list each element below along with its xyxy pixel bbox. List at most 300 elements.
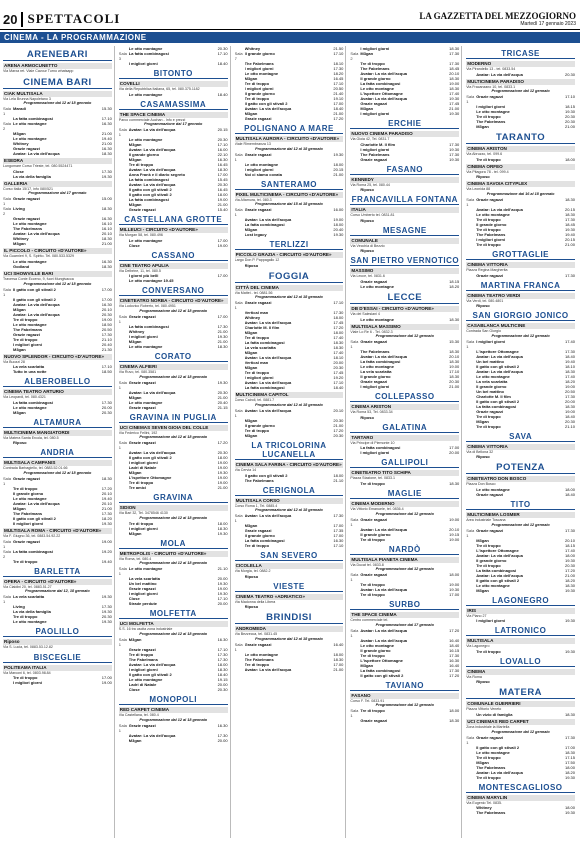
showtime: 18.30 xyxy=(449,86,460,91)
showtime-row xyxy=(119,207,228,212)
showtime: 17.30 xyxy=(564,527,575,533)
showtime: 19.30 xyxy=(564,648,575,654)
city-heading: COLLEPASSO xyxy=(350,392,459,402)
showtime: 21.00 xyxy=(564,241,575,247)
screen-label xyxy=(466,424,476,429)
showtime: 17.30 xyxy=(217,651,228,657)
showtime-row xyxy=(235,116,344,121)
film-title: Tre di troppo xyxy=(244,370,270,376)
film-title: Avatar: La via dell'acqua xyxy=(360,637,407,643)
screen-label xyxy=(350,111,360,116)
showtime-row xyxy=(350,157,459,162)
page-header xyxy=(0,0,580,30)
screen-label: Sala 3 xyxy=(118,51,127,61)
screen-label: Sala 2 xyxy=(3,121,12,132)
cinema-address: Via Fracanzano 10, tel. 0833.1 xyxy=(466,84,516,89)
cinema-address: Corso Umberto tel. 0831.81 xyxy=(350,213,395,218)
screen-label: Sala 1 xyxy=(118,566,127,577)
cinema-name: CINEMA VITTORIA xyxy=(466,262,575,268)
film-title: Ladri di Natale xyxy=(128,681,157,687)
film-title: Grazie ragazzi xyxy=(128,646,156,652)
programming-note: Programmazione dal 12 al 18 gennaio xyxy=(255,402,323,407)
showtime: 17.00 xyxy=(333,661,344,667)
showtime-row xyxy=(466,618,575,623)
showtime: 17.30 xyxy=(449,151,460,157)
showtime: 20.40 xyxy=(333,227,344,233)
film-title: La fatta combinagosi xyxy=(360,81,401,86)
showtime: 20.30 xyxy=(101,311,112,317)
cinema-name: CICOLELLA xyxy=(235,563,344,569)
film-title: Tre di troppo xyxy=(244,96,270,101)
screen-label: Sala 1 xyxy=(466,196,475,207)
film-title: Tre di troppo xyxy=(128,520,154,526)
screen-label xyxy=(119,738,129,743)
film-title: Il grande giorno xyxy=(360,374,391,380)
programming-note: Programmazione dal 12 al 18 gennaio xyxy=(139,631,208,636)
programming-note: Programmazione dal 12 al 18 gennaio xyxy=(139,374,208,379)
film-title: I migliori giorni xyxy=(244,86,274,91)
showtime: 18.30 xyxy=(564,368,575,374)
film-title: Tre di troppo xyxy=(476,648,501,654)
film-title: I migliori giorni xyxy=(360,146,390,152)
cinema-address: Via Vecchia di Bezzio xyxy=(350,243,385,248)
film-title: I migliori giorni xyxy=(128,61,158,66)
showtime: 20.40 xyxy=(217,399,228,405)
film-title: I migliori giorni xyxy=(476,338,506,344)
showtime: 17.30 xyxy=(333,513,344,519)
screen-label: Sala 1 xyxy=(234,407,243,418)
showtime: 17.00 xyxy=(101,286,112,292)
masthead-date: Martedì 17 gennaio 2023 xyxy=(520,21,576,27)
showtime: 15.45 xyxy=(217,177,228,183)
cinema-address: Via Guarnieri 9, S. Spirito. Tel. 080.533.5329 xyxy=(3,254,74,259)
page-number: 20 xyxy=(3,12,18,27)
film-title: I migliori giorni xyxy=(476,236,506,242)
showtime: 17.00 xyxy=(217,172,228,178)
showtime: 17.40 xyxy=(333,335,344,341)
screen-label xyxy=(119,243,129,248)
film-title: Grazie ragazzi xyxy=(128,207,156,213)
showtime: 17.30 xyxy=(564,393,575,399)
film-title: Grazie ragazzi xyxy=(476,196,504,202)
film-title: Avatar: La via dell'acqua xyxy=(128,661,176,667)
film-title: The Fabelmans xyxy=(13,510,43,516)
film-title: Grazie ragazzi xyxy=(360,379,388,385)
film-title: Il gatto con gli stivali 2 xyxy=(128,192,172,198)
showtime: 17.40 xyxy=(564,338,575,344)
film-title: Avatar: La via dell'acqua xyxy=(360,96,407,101)
showtime-row xyxy=(3,539,112,549)
screen-label: Sala 1 xyxy=(3,538,12,549)
showtime: 19.10 xyxy=(333,96,344,101)
film-title: M3gan xyxy=(244,227,258,233)
showtime: 20.00 xyxy=(217,737,228,743)
showtime: 17.30 xyxy=(101,399,112,405)
showtime: 21.40 xyxy=(333,91,344,96)
screen-label: Sala 1 xyxy=(350,572,359,583)
showtime: 20.30 xyxy=(564,562,575,568)
city-heading: POLIGNANO A MARE xyxy=(235,124,344,134)
city-heading: ALTAMURA xyxy=(3,418,112,428)
showtime: 18.30 xyxy=(564,211,575,217)
screen-label xyxy=(350,718,360,723)
film-title: Close xyxy=(128,596,140,602)
showtime: 20.15 xyxy=(333,166,344,172)
film-title: I migliori giorni xyxy=(128,591,158,597)
screen-label xyxy=(466,72,476,77)
programming-note: Programmazione dal 12 gennaio xyxy=(491,89,550,94)
film-title: Tre di troppo xyxy=(360,652,385,658)
film-title: Living xyxy=(13,206,25,212)
cinema-address: Via Gioia 42, Tel. 0831.7 xyxy=(350,137,390,141)
showtime-row xyxy=(3,521,112,526)
film-title: Grazie ragazzi xyxy=(128,379,156,385)
film-title: Un bel mattino xyxy=(476,388,504,394)
film-title: Tre di troppo xyxy=(476,774,501,780)
showtime: 17.30 xyxy=(101,168,112,174)
film-title: Charlotte M. Il film xyxy=(244,325,280,331)
showtime: 17.30 xyxy=(449,61,460,66)
cinema-address: Via Madonna della Libera xyxy=(234,599,276,604)
film-title: The Fabelmans xyxy=(13,326,43,332)
film-title: Riposo xyxy=(360,248,374,254)
cinema-address: Piazza Vittorio Veneto xyxy=(466,707,502,712)
cinema-address: Via Bari 32, Tel. 3478546 4130 xyxy=(118,511,168,516)
film-title: Avatar: La via dell'acqua xyxy=(244,106,292,111)
showtime: 19.00 xyxy=(449,536,460,542)
showtime: 17.20 xyxy=(101,485,112,491)
showtime-row xyxy=(119,485,228,490)
showtime: 18.30 xyxy=(101,151,112,157)
film-title: Le otto montagne xyxy=(128,237,163,243)
showtime: 18.00 xyxy=(564,764,575,770)
showtime-row xyxy=(235,263,344,268)
film-title: Grazie ragazzi xyxy=(128,440,156,446)
cinema-address: Via Castellana, tel. 080.4 xyxy=(118,712,159,717)
cinema-address: Corso Italia 15/17, info 080/521 xyxy=(3,186,53,191)
city-heading: POTENZA xyxy=(466,462,575,474)
showtime: 17.20 xyxy=(449,627,460,633)
screen-label xyxy=(350,481,360,486)
showtime: 18.20 xyxy=(449,283,460,289)
showtime-row xyxy=(466,273,575,278)
showtime: 15.30 xyxy=(449,339,460,345)
city-heading: TAVIANO xyxy=(350,681,459,691)
film-title: Noi ci siamo covata xyxy=(244,171,282,177)
showtime: 17.10 xyxy=(333,380,344,386)
showtime: 19.30 xyxy=(217,581,228,587)
screen-label xyxy=(119,687,129,692)
cinema-address: Via Roma 25, tel. 080.44 xyxy=(350,182,390,187)
film-title: Tre di troppo xyxy=(244,335,270,341)
showtime: 18.30 xyxy=(217,167,228,173)
showtime: 18.40 xyxy=(564,413,575,419)
programming-note: Programmazione dal 16 al 18 gennaio xyxy=(486,191,555,196)
film-title: Avatar: La via dell'acqua xyxy=(476,368,523,374)
film-title: Tre di troppo xyxy=(13,316,38,322)
film-title: Grazie ragazzi xyxy=(244,116,272,121)
showtime: 18.40 xyxy=(449,642,460,648)
city-heading: CASSANO xyxy=(119,251,228,261)
showtime: 18.20 xyxy=(564,769,575,775)
film-title: Godland xyxy=(13,263,30,269)
showtime: 20.30 xyxy=(564,119,575,125)
showtime-row xyxy=(466,124,575,129)
screen-label xyxy=(466,679,476,684)
film-title: Living xyxy=(13,604,25,610)
showtime: 20.30 xyxy=(217,450,228,456)
showtime: 17.30 xyxy=(564,734,575,740)
showtime-row xyxy=(119,723,228,733)
city-heading: MATERA xyxy=(466,687,575,699)
film-title: Il grande giorno xyxy=(244,91,275,96)
programming-note: Programmazione dal 12 gennaio xyxy=(375,567,434,572)
film-title: Il gatto con gli stivali 2 xyxy=(128,455,172,461)
city-heading: ARENEBARI xyxy=(3,49,112,61)
showtime: 18.00 xyxy=(564,156,575,162)
film-title: Tre di troppo xyxy=(13,558,38,564)
film-title: La fatta combinagosi xyxy=(128,51,169,56)
film-title: Il gatto con gli stivali 2 xyxy=(13,286,56,292)
cinema-name: KENNEDY xyxy=(350,177,459,183)
programming-note: Programmazione dal 12 al 18 gennaio xyxy=(139,308,208,313)
film-title: La via della famiglia xyxy=(13,609,51,615)
cinema-address: Via Roma 53, Tel. 0833.34 xyxy=(350,410,393,415)
showtime: 18.30 xyxy=(217,525,228,531)
cinema-address: Via Verdi, tel. 080.4801 xyxy=(466,298,504,303)
cinema-address: Corso Cairoli, tel. 0881.7 xyxy=(234,398,275,403)
cinema-address: Via di Bellona 32 xyxy=(466,449,494,454)
film-title: Le otto montagne xyxy=(244,161,279,167)
showtime-row xyxy=(466,454,575,459)
film-title: La fatta combinagosi xyxy=(244,340,285,346)
cinema-name: CINEMA ARISTON xyxy=(466,146,575,152)
city-heading: CINEMA BARI xyxy=(3,77,112,89)
showtime: 17.30 xyxy=(449,51,460,56)
cinema-address: Zona industriale la Martella xyxy=(466,724,510,729)
film-title: Il gatto con gli stivali 2 xyxy=(13,515,56,521)
screen-label: Sala 1 xyxy=(3,196,12,207)
cinema-address: Corso Roma 1, Tel. 0885.4 xyxy=(234,503,278,508)
showtime: 18.40 xyxy=(333,385,344,391)
city-heading: BARLETTA xyxy=(3,567,112,577)
showtime: 15.40 xyxy=(217,207,228,213)
showtime: 19.15 xyxy=(217,676,228,682)
showtime-row xyxy=(3,106,112,116)
cinema-address: Via F. Giugno 36, tel. 0883.54.92.22 xyxy=(3,533,61,538)
screen-label: Sala 1 xyxy=(466,338,475,349)
film-title: The Fabelmans xyxy=(244,656,274,662)
showtime: 18.00 xyxy=(333,315,344,321)
film-title: Grazie ragazzi xyxy=(13,216,40,222)
cinema-address: Via Bezzecca, tel. 0831.45 xyxy=(234,632,278,637)
film-title: Tre di troppo xyxy=(476,423,501,429)
screen-label: Sala 1 xyxy=(118,440,127,451)
showtime-row xyxy=(466,775,575,780)
showtime: 17.30 xyxy=(217,656,228,662)
showtime: 20.10 xyxy=(564,537,575,543)
city-heading: TERLIZZI xyxy=(235,240,344,250)
showtime: 17.00 xyxy=(217,273,228,279)
showtime: 17.30 xyxy=(101,510,112,516)
film-title: M3gan xyxy=(360,662,374,668)
programming-band: CINEMA - LA PROGRAMMAZIONE xyxy=(0,32,580,43)
showtime: 21.00 xyxy=(101,131,112,137)
screen-label xyxy=(235,433,245,438)
screen-label xyxy=(3,241,13,246)
film-title: Le otto montagne xyxy=(476,749,510,755)
film-title: Tre di troppo xyxy=(128,480,154,486)
showtime-row xyxy=(235,667,344,672)
screen-label: Sala 1 xyxy=(3,286,12,297)
showtime: 19.00 xyxy=(449,516,460,522)
film-title: Vertical man xyxy=(244,310,269,316)
showtime: 16.45 xyxy=(217,162,228,168)
film-title: L'ispettore Ottomagne xyxy=(128,475,172,481)
showtime-row xyxy=(235,172,344,177)
showtime-row xyxy=(235,152,344,162)
film-title: La fatta combinagosi xyxy=(244,222,285,228)
screen-label xyxy=(350,187,360,192)
film-title: Grazie ragazzi xyxy=(13,196,40,202)
film-title: Avatar: La via dell'acqua xyxy=(13,301,60,307)
cinema-name: NUOVO SPLENDOR - CIRCUITO «D'AUTORE» xyxy=(3,354,112,360)
showtime: 20.00 xyxy=(333,360,344,366)
city-heading: CASTELLANA GROTTE xyxy=(119,215,228,225)
film-title: Tre amici xyxy=(128,485,147,491)
cinema-address: Parco commerciale Auchan - Info e prezzi xyxy=(118,117,186,122)
cinema-address: Traversa Conte Ecceno, 9, fuori Mungivacca xyxy=(3,276,74,281)
showtime: 17.20 xyxy=(333,116,344,121)
film-title: Grazie ragazzi xyxy=(128,404,156,410)
showtime: 18.30 xyxy=(449,76,460,81)
showtime: 16.30 xyxy=(449,657,460,663)
showtime: 19.00 xyxy=(101,680,112,686)
film-title: I migliori giorni xyxy=(244,66,274,71)
showtime-row xyxy=(350,708,459,718)
showtime: 17.45 xyxy=(333,320,344,326)
showtime: 19.30 xyxy=(564,810,575,816)
showtime: 16.40 xyxy=(333,641,344,647)
screen-label: Sala 1 xyxy=(3,594,12,605)
showtime-row xyxy=(466,492,575,497)
showtime: 19.30 xyxy=(449,146,460,152)
programming-note: Programmazione dal 12 gennaio xyxy=(375,334,434,339)
showtime: 20.30 xyxy=(217,389,228,395)
showtime: 17.45 xyxy=(449,101,460,106)
showtime: 17.30 xyxy=(333,66,344,71)
film-title: Grazie ragazzi xyxy=(476,734,504,740)
showtime: 16.00 xyxy=(217,147,228,153)
cinema-name: CINETEATRO TITO SCHIPA xyxy=(350,470,459,476)
showtime: 17.10 xyxy=(564,94,575,100)
showtime: 20.30 xyxy=(217,46,228,51)
film-title: La vela scarlatta xyxy=(476,378,508,384)
showtime-row xyxy=(119,278,228,283)
masthead-title: LA GAZZETTA DEL MEZZOGIORNO xyxy=(419,11,576,21)
film-title: La fatta combinagosi xyxy=(360,445,401,451)
showtime-row xyxy=(3,121,112,131)
cinema-address: Via Federico Fellini, 192 xyxy=(118,430,158,435)
showtime: 18.20 xyxy=(101,515,112,521)
showtime-row xyxy=(350,673,459,678)
showtime: 19.00 xyxy=(101,538,112,544)
cinema-address: Viale Lo Re 6 - Tel. 0832.3 xyxy=(350,329,393,334)
screen-label xyxy=(235,116,245,121)
showtime: 20.50 xyxy=(333,86,344,91)
showtime: 18.30 xyxy=(564,196,575,202)
screen-label: Sala 1 xyxy=(118,379,127,390)
showtime: 18.15 xyxy=(564,104,575,110)
showtime: 16.30 xyxy=(101,216,112,222)
cinema-name: CITTÀ DEL CINEMA xyxy=(235,285,344,291)
showtime: 18.30 xyxy=(564,749,575,755)
showtime-row xyxy=(350,450,459,455)
showtime-row xyxy=(119,566,228,576)
film-title: Anna Frank e il diario segreto xyxy=(128,172,186,178)
cinema-name: CINEMA TEATRO ARTURIO xyxy=(3,389,112,395)
film-title: Avatar: La via dell'acqua xyxy=(244,217,292,223)
showtime: 21.00 xyxy=(333,171,344,177)
showtime-row xyxy=(466,424,575,429)
screen-label xyxy=(235,543,245,548)
showtime: 17.00 xyxy=(217,313,228,319)
film-title: Le otto montagne xyxy=(13,619,47,625)
showtime-row xyxy=(3,559,112,564)
showtime-row xyxy=(350,572,459,582)
cinema-name: MASSIMO xyxy=(350,268,459,274)
showtime: 21.10 xyxy=(101,336,112,342)
showtime: 21.10 xyxy=(217,566,228,572)
cinema-address: Via Principe di Piemonte 10 xyxy=(350,440,395,445)
showtime: 19.30 xyxy=(449,111,460,116)
cinema-name: CINEMA TEATRO «ADRIATICO» xyxy=(235,594,344,600)
screen-label xyxy=(3,264,13,269)
showtime-row xyxy=(119,61,228,66)
city-heading: MAGLIE xyxy=(350,489,459,499)
screen-label xyxy=(350,248,360,253)
cinema-name: METROPOLIS - CIRCUITO «D'AUTORE» xyxy=(119,551,228,557)
showtime: 20.00 xyxy=(564,398,575,404)
cinema-name: MULTICINEMA PARADISO xyxy=(466,79,575,85)
film-title: Il grande giorno xyxy=(244,422,275,428)
film-title: I migliori giorni xyxy=(128,460,158,466)
film-title: L'ispettore Ottomagne xyxy=(476,348,519,354)
showtime: 16.30 xyxy=(101,146,112,152)
screen-label: Sala 1 xyxy=(118,636,127,647)
showtime: 19.30 xyxy=(564,774,575,780)
screen-label xyxy=(466,242,476,247)
film-title: Le otto montagne xyxy=(128,137,163,143)
showtime: 19.30 xyxy=(564,587,575,593)
screen-label: Sala 1 xyxy=(3,106,12,117)
cinema-address: Via Cervia 14 xyxy=(234,467,257,472)
showtime-row xyxy=(119,380,228,390)
showtime: 17.10 xyxy=(449,369,460,375)
city-heading: GALLIPOLI xyxy=(350,458,459,468)
showtime: 20.40 xyxy=(101,341,112,347)
showtime-row xyxy=(466,712,575,717)
programming-note: Programmazione dal 12 al 18 gennaio xyxy=(255,508,323,513)
film-title: Maradi xyxy=(13,106,26,112)
showtime: 17.00 xyxy=(333,523,344,529)
cinema-name: CINEMA SALA FARINA - CIRCUITO «D'AUTORE» xyxy=(235,461,342,467)
listing-column-3 xyxy=(235,46,347,838)
film-title: Tre di troppo xyxy=(360,592,385,598)
showtime: 19.00 xyxy=(564,408,575,414)
showtime-row xyxy=(466,528,575,538)
screen-label xyxy=(119,601,129,606)
